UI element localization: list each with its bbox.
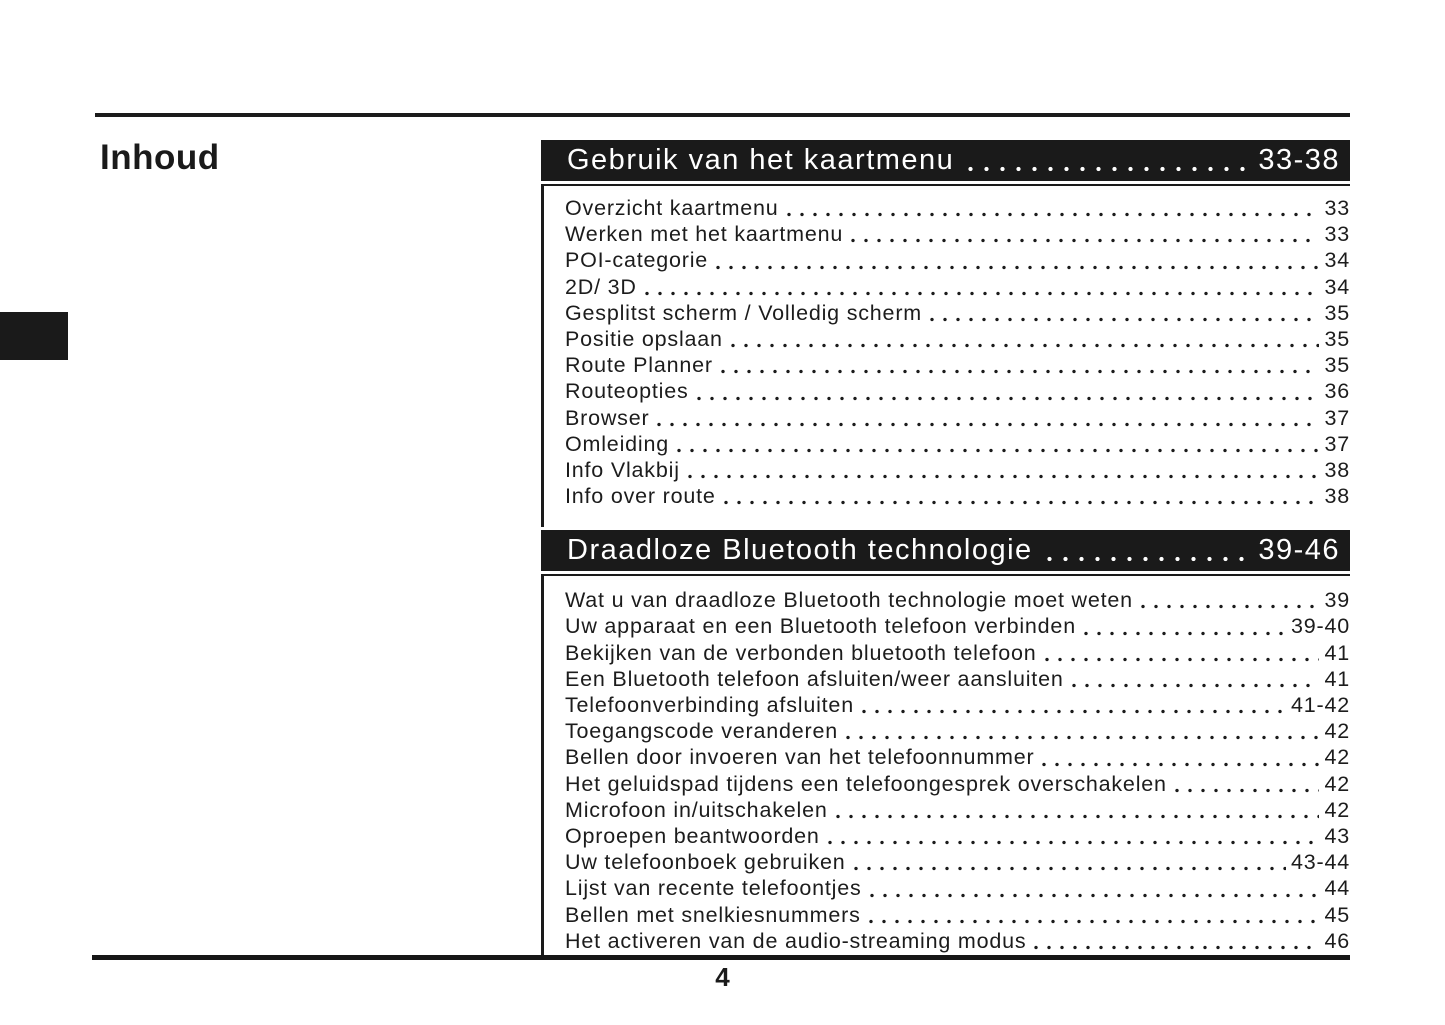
toc-entry-label: Info Vlakbij [565, 457, 680, 482]
toc-entry-label: Omleiding [565, 431, 669, 456]
dot-leader [724, 500, 1320, 505]
toc-entry [565, 745, 1350, 771]
toc-entry [565, 614, 1350, 640]
dot-leader [731, 343, 1320, 348]
toc-entry-page: 34 [1324, 274, 1350, 299]
toc-entry-label: Bellen door invoeren van het telefoonnummer [565, 745, 1035, 770]
toc-entry [565, 484, 1350, 510]
toc-entry-label: Het geluidspad tijdens een telefoongesprek overschakelen [565, 771, 1167, 796]
toc-entry [565, 327, 1350, 353]
dot-leader [1072, 683, 1320, 688]
dot-leader [930, 317, 1319, 322]
toc-entry-label: Het activeren van de audio-streaming modus [565, 928, 1027, 953]
section-page-range: 39-46 [1258, 534, 1340, 567]
toc-entry [565, 301, 1350, 327]
toc-entry-page: 37 [1324, 405, 1350, 430]
toc-entry-page: 35 [1324, 300, 1350, 325]
dot-leader [851, 238, 1319, 243]
section-header-bar [541, 140, 1350, 181]
toc-entry-page: 45 [1324, 902, 1350, 927]
toc-entry-label: POI-categorie [565, 248, 709, 273]
toc-entry [565, 929, 1350, 955]
dot-leader [697, 396, 1320, 401]
dot-leader [716, 265, 1319, 270]
toc-entry [565, 850, 1350, 876]
dot-leader [1042, 762, 1319, 767]
toc-entry-page: 38 [1324, 457, 1350, 482]
toc-entry-page: 44 [1324, 876, 1350, 901]
toc-entry-page: 41-42 [1291, 693, 1350, 717]
toc-entry-page: 42 [1324, 797, 1350, 822]
dot-leader [787, 212, 1320, 217]
toc-entry-page: 39 [1324, 588, 1350, 613]
toc-entry [565, 719, 1350, 745]
toc-entry [565, 588, 1350, 614]
toc-content [541, 140, 1350, 955]
toc-entry-label: Toegangscode veranderen [565, 719, 839, 744]
toc-entry-page: 41 [1324, 666, 1350, 691]
toc-entry-page: 37 [1324, 431, 1350, 456]
toc-entry [565, 248, 1350, 274]
toc-entry-label: Browser [565, 405, 650, 430]
section-title: Gebruik van het kaartmenu [567, 144, 955, 176]
toc-entry [565, 406, 1350, 432]
toc-entry [565, 772, 1350, 798]
toc-entry [565, 641, 1350, 667]
dot-leader [721, 369, 1320, 374]
toc-entry-page: 33 [1324, 222, 1350, 247]
toc-entry-label: Oproepen beantwoorden [565, 823, 820, 848]
toc-entry-label: Bekijken van de verbonden bluetooth telefoon [565, 640, 1037, 665]
toc-entry [565, 275, 1350, 301]
toc-entry [565, 798, 1350, 824]
toc-entry-label: Microfoon in/uitschakelen [565, 797, 828, 822]
dot-leader [1141, 604, 1320, 609]
toc-entry-page: 36 [1324, 379, 1350, 404]
toc-entry-label: Telefoonverbinding afsluiten [565, 693, 854, 717]
toc-entry-label: Gesplitst scherm / Volledig scherm [565, 300, 922, 325]
dot-leader [677, 448, 1319, 453]
toc-entry-label: Een Bluetooth telefoon afsluiten/weer aansluiten [565, 666, 1064, 691]
dot-leader [968, 166, 1250, 172]
toc-entry-label: Info over route [565, 484, 716, 509]
toc-entry-page: 43 [1324, 823, 1350, 848]
toc-entry-page: 39-40 [1291, 614, 1350, 639]
toc-entry-label: Uw apparaat en een Bluetooth telefoon verbinden [565, 614, 1076, 639]
chapter-index-tab [0, 312, 68, 360]
dot-leader [1045, 657, 1320, 662]
toc-entry-label: Routeopties [565, 379, 689, 404]
section-header-bar [541, 530, 1350, 571]
dot-leader [869, 919, 1320, 924]
toc-entry-page: 42 [1324, 719, 1350, 744]
dot-leader [836, 814, 1320, 819]
toc-entry-label: Werken met het kaartmenu [565, 222, 844, 247]
toc-entry [565, 432, 1350, 458]
toc-entry-page: 42 [1324, 771, 1350, 796]
toc-entry-page: 38 [1324, 484, 1350, 509]
toc-entry-label: Route Planner [565, 353, 713, 378]
toc-entry [565, 667, 1350, 693]
dot-leader [828, 840, 1320, 845]
toc-entry-label: Wat u van draadloze Bluetooth technologie moet weten [565, 588, 1133, 613]
dot-leader [862, 709, 1286, 714]
toc-entry-page: 34 [1324, 248, 1350, 273]
dot-leader [657, 422, 1319, 427]
dot-leader [846, 735, 1319, 740]
dot-leader [854, 866, 1286, 871]
toc-entry-page: 41 [1324, 640, 1350, 665]
dot-leader [1084, 631, 1286, 636]
toc-section-bluetooth [541, 530, 1350, 955]
toc-entry-page: 33 [1324, 196, 1350, 220]
toc-entry-label: Bellen met snelkiesnummers [565, 902, 861, 927]
toc-entry [565, 876, 1350, 902]
page-title: Inhoud [100, 138, 220, 177]
toc-entry-label: Overzicht kaartmenu [565, 196, 779, 220]
toc-entry [565, 379, 1350, 405]
toc-entry-page: 35 [1324, 353, 1350, 378]
top-rule [95, 113, 1350, 117]
dot-leader [1175, 788, 1320, 793]
toc-entry-page: 35 [1324, 326, 1350, 351]
dot-leader [688, 474, 1320, 479]
dot-leader [645, 291, 1320, 296]
toc-entry-page: 43-44 [1291, 850, 1350, 875]
toc-entry-label: Positie opslaan [565, 326, 723, 351]
dot-leader [870, 893, 1320, 898]
toc-entry [565, 824, 1350, 850]
toc-entry [565, 458, 1350, 484]
toc-entry-label: Uw telefoonboek gebruiken [565, 850, 846, 875]
toc-rows [541, 576, 1350, 955]
toc-entry-label: 2D/ 3D [565, 274, 637, 299]
bottom-rule [92, 955, 1350, 960]
toc-rows [541, 186, 1350, 527]
toc-entry-page: 42 [1324, 745, 1350, 770]
toc-section-kaartmenu [541, 140, 1350, 527]
toc-entry [565, 693, 1350, 719]
section-title: Draadloze Bluetooth technologie [567, 534, 1033, 567]
dot-leader [1034, 945, 1319, 950]
section-page-range: 33-38 [1258, 144, 1340, 176]
toc-entry [565, 196, 1350, 222]
toc-entry [565, 222, 1350, 248]
toc-entry-page: 46 [1324, 928, 1350, 953]
toc-entry-label: Lijst van recente telefoontjes [565, 876, 862, 901]
toc-entry [565, 353, 1350, 379]
dot-leader [1047, 556, 1251, 562]
toc-entry [565, 903, 1350, 929]
folio-page-number: 4 [715, 962, 730, 992]
